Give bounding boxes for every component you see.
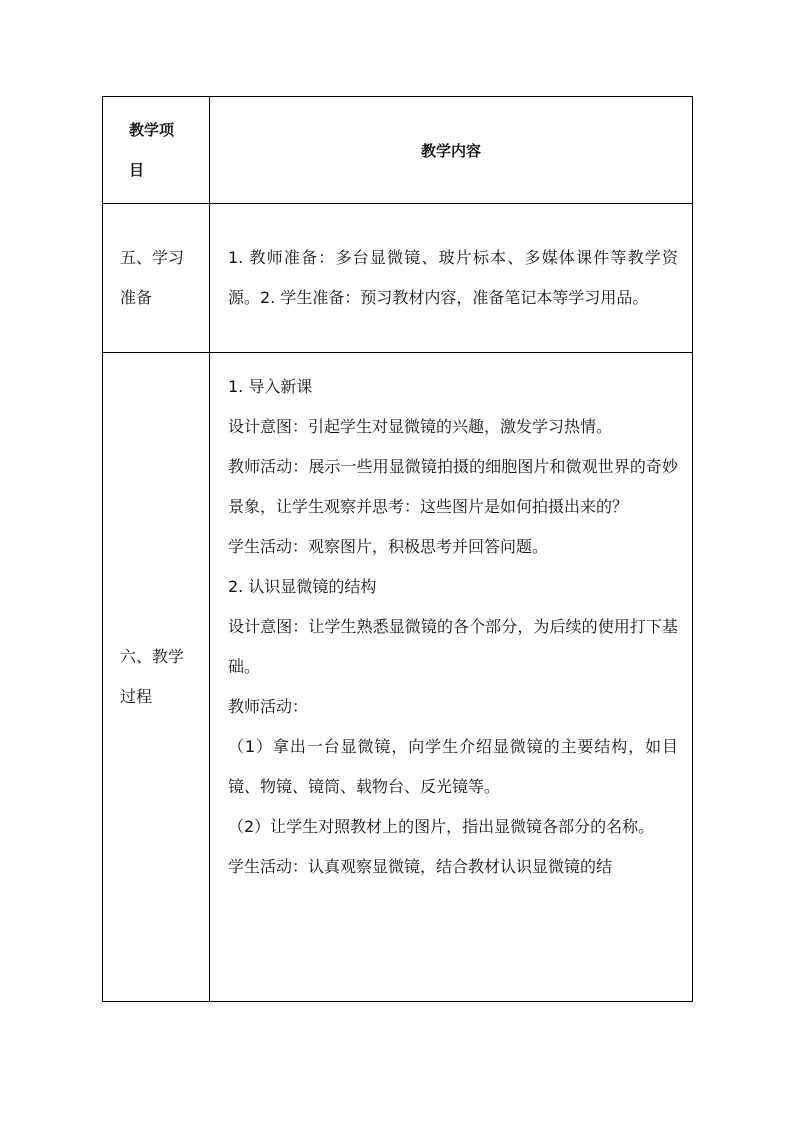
content-paragraph: 1. 导入新课 <box>228 377 313 396</box>
row-content-preparation <box>210 204 693 353</box>
content-paragraph: 学生活动：观察图片，积极思考并回答问题。 <box>228 537 549 556</box>
process-content-block <box>228 353 678 887</box>
content-paragraph: 1. 教师准备：多台显微镜、玻片标本、多媒体课件等教学资源。2. 学生准备：预习教材内容，准备笔记本等学习用品。 <box>228 248 678 307</box>
table-row <box>103 353 693 1002</box>
content-paragraph: 教师活动：展示一些用显微镜拍摄的细胞图片和微观世界的奇妙景象，让学生观察并思考：这些图片是如何拍摄出来的？ <box>228 457 678 516</box>
content-paragraph: 学生活动：认真观察显微镜，结合教材认识显微镜的结 <box>228 857 613 876</box>
content-paragraph: 设计意图：引起学生对显微镜的兴趣，激发学习热情。 <box>228 417 613 436</box>
row-label-process <box>103 353 210 1002</box>
lesson-plan-table <box>102 96 693 1002</box>
row-label-line-1: 六、教学 <box>120 647 185 666</box>
header-item-line-1: 教学项 <box>129 121 175 139</box>
row-label-preparation <box>103 204 210 353</box>
content-paragraph: 设计意图：让学生熟悉显微镜的各个部分，为后续的使用打下基础。 <box>228 617 678 676</box>
header-item-line-2: 目 <box>129 161 145 179</box>
content-paragraph: 教师活动： <box>228 697 309 716</box>
header-cell-content: 教学内容 <box>210 97 693 204</box>
header-cell-item <box>103 97 210 204</box>
table-row <box>103 204 693 353</box>
row-content-process <box>210 353 693 1002</box>
table-header-row <box>103 97 693 204</box>
content-paragraph: （2）让学生对照教材上的图片，指出显微镜各部分的名称。 <box>228 817 655 836</box>
content-paragraph: （1）拿出一台显微镜，向学生介绍显微镜的主要结构，如目镜、物镜、镜筒、载物台、反光镜等。 <box>228 737 678 796</box>
content-paragraph: 2. 认识显微镜的结构 <box>228 577 377 596</box>
row-label-line-1: 五、学习 <box>120 248 185 267</box>
row-label-line-2: 准备 <box>120 288 153 307</box>
row-label-line-2: 过程 <box>120 687 153 706</box>
